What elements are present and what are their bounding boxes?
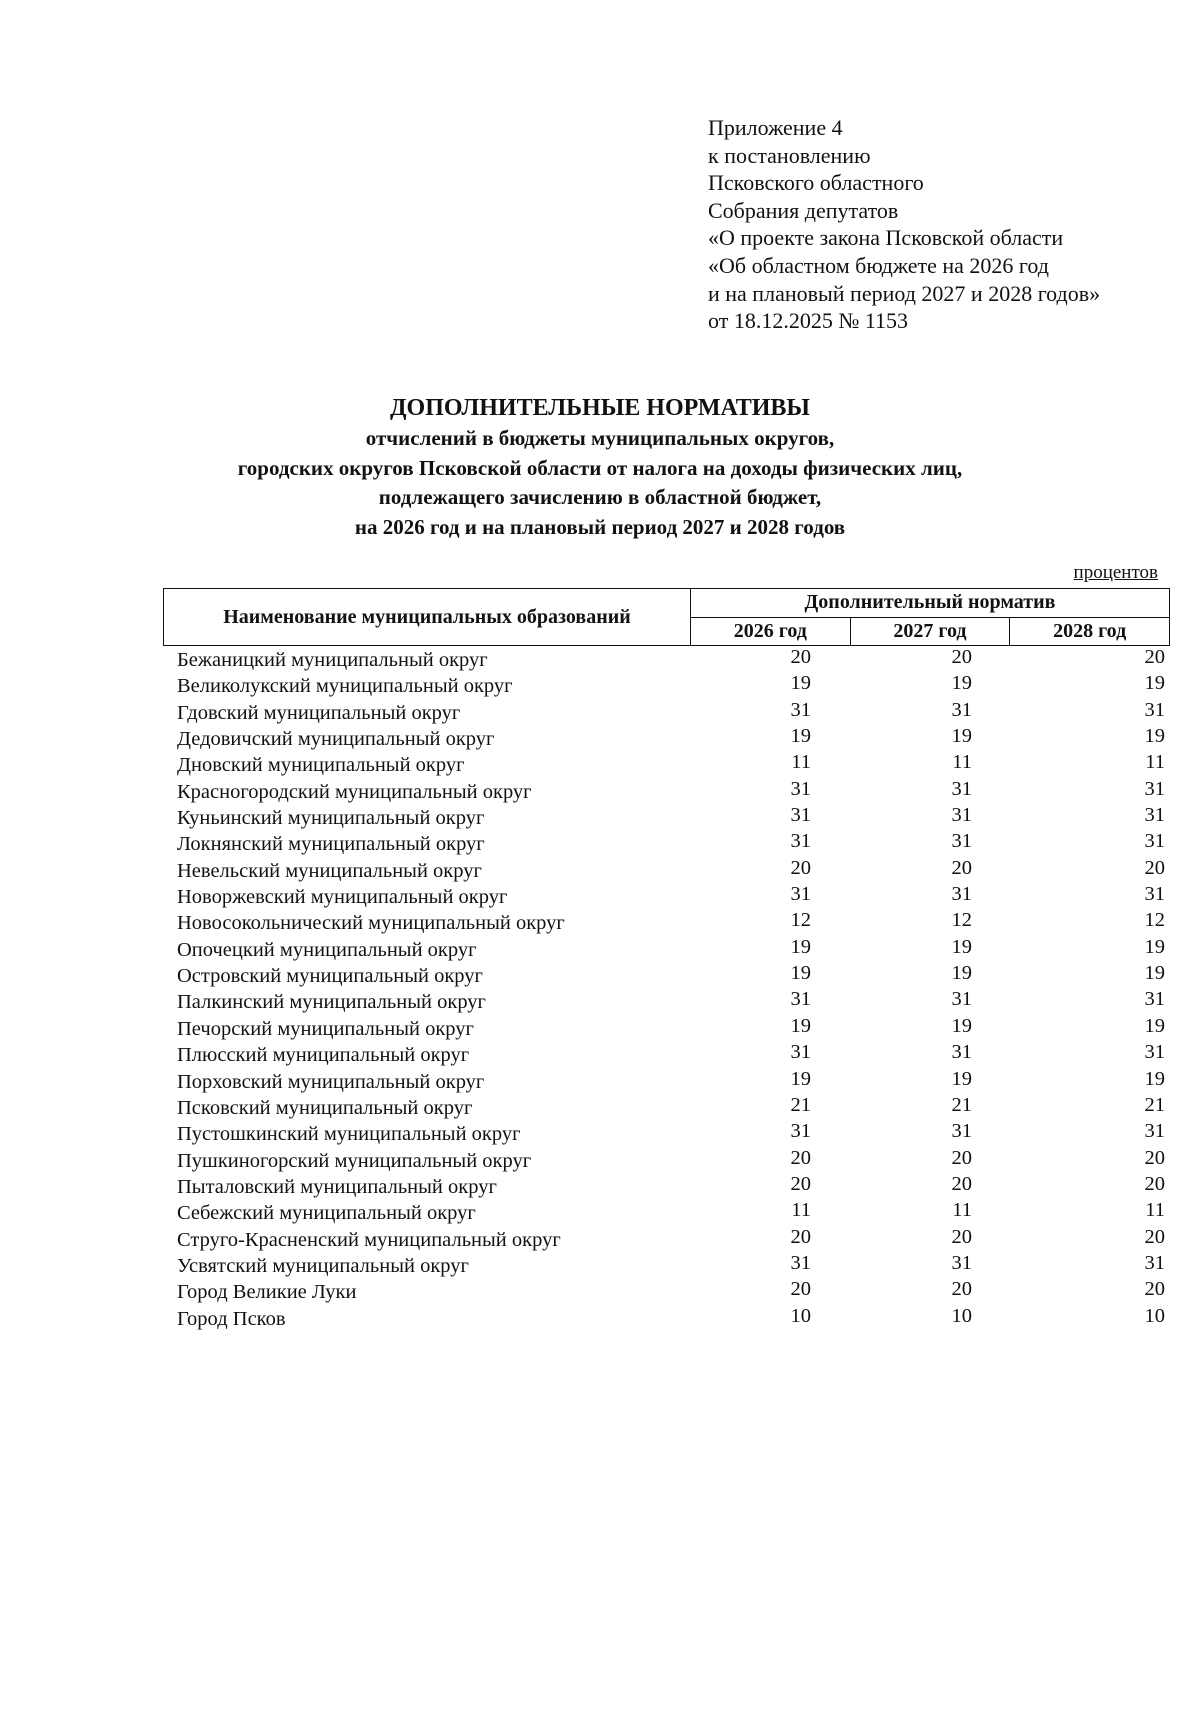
norm-value-2026: 11 — [791, 751, 811, 774]
norm-value-2026: 19 — [790, 935, 811, 958]
norm-value-2028: 20 — [1144, 856, 1165, 879]
norm-value-2028: 20 — [1144, 1146, 1165, 1169]
appendix-line: Псковского областного — [708, 170, 924, 196]
norm-value-2026: 31 — [790, 804, 811, 827]
norm-value-2026: 31 — [790, 1041, 811, 1064]
norm-value-2026: 10 — [790, 1304, 811, 1327]
norm-value-2028: 31 — [1144, 1041, 1165, 1064]
norm-value-2028: 20 — [1144, 646, 1165, 668]
table-row — [163, 1226, 1170, 1252]
norm-value-2028: 31 — [1144, 988, 1165, 1011]
municipality-name: Пустошкинский муниципальный округ — [177, 1123, 521, 1146]
norm-value-2026: 21 — [790, 1093, 811, 1116]
table-row — [163, 672, 1170, 698]
year-header-2027: 2027 год — [850, 617, 1010, 646]
norm-value-2026: 11 — [791, 1199, 811, 1222]
municipality-name: Бежаницкий муниципальный округ — [177, 649, 488, 671]
appendix-line: «Об областном бюджете на 2026 год — [708, 252, 1049, 278]
norm-value-2028: 20 — [1144, 1278, 1165, 1301]
norm-value-2028: 31 — [1144, 1120, 1165, 1143]
norm-value-2027: 31 — [951, 1041, 972, 1064]
norm-value-2027: 12 — [951, 909, 972, 932]
table-row — [163, 804, 1170, 830]
table-row — [163, 883, 1170, 909]
title-line: подлежащего зачислению в областной бюджет, — [378, 485, 822, 509]
norm-value-2026: 20 — [790, 1225, 811, 1248]
norm-value-2027: 11 — [952, 1199, 972, 1222]
municipality-name: Дедовичский муниципальный округ — [177, 728, 495, 751]
norm-value-2026: 20 — [790, 1278, 811, 1301]
municipality-name: Город Псков — [177, 1307, 286, 1330]
norm-value-2026: 20 — [790, 1146, 811, 1169]
norm-value-2027: 20 — [951, 1146, 972, 1169]
table-row — [163, 962, 1170, 988]
municipality-name: Островский муниципальный округ — [177, 965, 483, 988]
municipality-name: Пушкиногорский муниципальный округ — [177, 1149, 532, 1172]
norm-value-2028: 31 — [1144, 1251, 1165, 1274]
norm-value-2026: 20 — [790, 646, 811, 668]
table-row — [163, 1305, 1170, 1331]
table-header — [163, 588, 1170, 646]
appendix-line: и на плановый период 2027 и 2028 годов» — [708, 280, 1101, 306]
norm-value-2026: 31 — [790, 1251, 811, 1274]
norm-value-2028: 31 — [1144, 830, 1165, 853]
document-title — [0, 392, 1200, 542]
table-row — [163, 830, 1170, 856]
norm-value-2026: 20 — [790, 1172, 811, 1195]
municipality-name: Локнянский муниципальный округ — [177, 833, 485, 856]
municipality-name: Струго-Красненский муниципальный округ — [177, 1228, 561, 1251]
table-row — [163, 1252, 1170, 1278]
table-body — [163, 646, 1170, 1331]
table-row — [163, 988, 1170, 1014]
norm-value-2026: 19 — [790, 725, 811, 748]
norm-value-2028: 20 — [1144, 1172, 1165, 1195]
norm-value-2027: 31 — [951, 830, 972, 853]
norm-value-2028: 19 — [1144, 935, 1165, 958]
appendix-block — [708, 114, 1100, 335]
table-row — [163, 1120, 1170, 1146]
norm-value-2027: 19 — [951, 725, 972, 748]
table-row — [163, 725, 1170, 751]
municipality-name: Пыталовский муниципальный округ — [177, 1175, 497, 1198]
title-line: отчислений в бюджеты муниципальных округов, — [365, 426, 835, 450]
norm-value-2028: 31 — [1144, 698, 1165, 721]
municipality-name: Новоржевский муниципальный округ — [177, 886, 508, 909]
norm-value-2027: 21 — [951, 1093, 972, 1116]
table-row — [163, 1068, 1170, 1094]
norm-group-header: Дополнительный норматив — [691, 589, 1170, 618]
municipality-name: Куньинский муниципальный округ — [177, 807, 485, 830]
municipality-name: Новосокольнический муниципальный округ — [177, 912, 565, 935]
table-row — [163, 778, 1170, 804]
norm-value-2026: 31 — [790, 830, 811, 853]
unit-label: процентов — [1073, 562, 1158, 583]
table-row — [163, 1041, 1170, 1067]
norm-value-2028: 19 — [1144, 1067, 1165, 1090]
norm-value-2027: 20 — [951, 1278, 972, 1301]
norm-value-2026: 12 — [790, 909, 811, 932]
name-column-header: Наименование муниципальных образований — [164, 589, 691, 646]
year-header-2026: 2026 год — [691, 617, 851, 646]
municipality-name: Невельский муниципальный округ — [177, 859, 482, 882]
municipality-name: Псковский муниципальный округ — [177, 1096, 473, 1119]
norm-value-2027: 20 — [951, 1172, 972, 1195]
appendix-line: Приложение 4 — [708, 115, 843, 140]
norm-value-2027: 19 — [951, 672, 972, 695]
municipality-name: Себежский муниципальный округ — [177, 1202, 476, 1225]
norm-value-2027: 19 — [951, 962, 972, 985]
table-row — [163, 857, 1170, 883]
table-row — [163, 936, 1170, 962]
norm-value-2027: 31 — [951, 1120, 972, 1143]
table-row — [163, 909, 1170, 935]
norm-value-2028: 19 — [1144, 1014, 1165, 1037]
table-row — [163, 1278, 1170, 1304]
municipality-name: Плюсский муниципальный округ — [177, 1044, 470, 1067]
municipality-name: Палкинский муниципальный округ — [177, 991, 486, 1014]
norm-value-2026: 31 — [790, 883, 811, 906]
norm-value-2028: 19 — [1144, 962, 1165, 985]
norm-value-2026: 19 — [790, 962, 811, 985]
norm-value-2028: 31 — [1144, 883, 1165, 906]
norm-value-2027: 19 — [951, 1067, 972, 1090]
appendix-line: Собрания депутатов — [708, 197, 899, 223]
table-row — [163, 751, 1170, 777]
norm-value-2027: 31 — [951, 804, 972, 827]
appendix-line: к постановлению — [708, 142, 871, 168]
norm-value-2026: 19 — [790, 672, 811, 695]
table-row — [163, 1199, 1170, 1225]
table-row — [163, 699, 1170, 725]
norm-value-2026: 31 — [790, 777, 811, 800]
municipality-name: Город Великие Луки — [177, 1281, 357, 1304]
norm-value-2027: 31 — [951, 777, 972, 800]
table-row — [163, 646, 1170, 672]
norm-value-2028: 12 — [1144, 909, 1165, 932]
municipality-name: Дновский муниципальный округ — [177, 754, 465, 777]
table-row — [163, 1147, 1170, 1173]
norm-value-2026: 31 — [790, 698, 811, 721]
norm-value-2027: 31 — [951, 988, 972, 1011]
table-row — [163, 1094, 1170, 1120]
municipality-name: Красногородский муниципальный округ — [177, 780, 532, 803]
norm-value-2028: 10 — [1144, 1304, 1165, 1327]
norm-value-2026: 20 — [790, 856, 811, 879]
table-row — [163, 1173, 1170, 1199]
table-row — [163, 1015, 1170, 1041]
norm-value-2027: 20 — [951, 646, 972, 668]
norm-value-2028: 19 — [1144, 672, 1165, 695]
appendix-line: «О проекте закона Псковской области — [708, 225, 1064, 251]
norm-value-2026: 19 — [790, 1014, 811, 1037]
norm-value-2027: 20 — [951, 856, 972, 879]
title-line: городских округов Псковской области от налога на доходы физических лиц, — [237, 455, 963, 480]
norm-value-2027: 19 — [951, 1014, 972, 1037]
title-main: ДОПОЛНИТЕЛЬНЫЕ НОРМАТИВЫ — [390, 395, 810, 421]
norm-value-2027: 11 — [952, 751, 972, 774]
norm-value-2027: 31 — [951, 883, 972, 906]
norm-value-2028: 21 — [1144, 1093, 1165, 1116]
municipality-name: Гдовский муниципальный округ — [177, 701, 461, 724]
municipality-name: Великолукский муниципальный округ — [177, 675, 513, 698]
title-line: на 2026 год и на плановый период 2027 и 2028 годов — [354, 514, 846, 539]
norm-value-2028: 11 — [1145, 1199, 1165, 1222]
municipality-name: Опочецкий муниципальный округ — [177, 938, 477, 961]
norm-value-2027: 31 — [951, 698, 972, 721]
norm-value-2028: 31 — [1144, 804, 1165, 827]
norm-value-2027: 10 — [951, 1304, 972, 1327]
norm-value-2026: 19 — [790, 1067, 811, 1090]
municipality-name: Усвятский муниципальный округ — [177, 1254, 469, 1277]
norm-value-2028: 20 — [1144, 1225, 1165, 1248]
municipality-name: Печорский муниципальный округ — [177, 1017, 474, 1040]
norm-value-2027: 19 — [951, 935, 972, 958]
appendix-line: от 18.12.2025 № 1153 — [708, 308, 908, 334]
norm-value-2028: 31 — [1144, 777, 1165, 800]
norm-value-2026: 31 — [790, 1120, 811, 1143]
norm-value-2027: 31 — [951, 1251, 972, 1274]
norm-value-2027: 20 — [951, 1225, 972, 1248]
municipality-name: Порховский муниципальный округ — [177, 1070, 485, 1093]
norm-value-2028: 19 — [1144, 725, 1165, 748]
year-header-2028: 2028 год — [1010, 617, 1170, 646]
norm-value-2026: 31 — [790, 988, 811, 1011]
norm-value-2028: 11 — [1145, 751, 1165, 774]
